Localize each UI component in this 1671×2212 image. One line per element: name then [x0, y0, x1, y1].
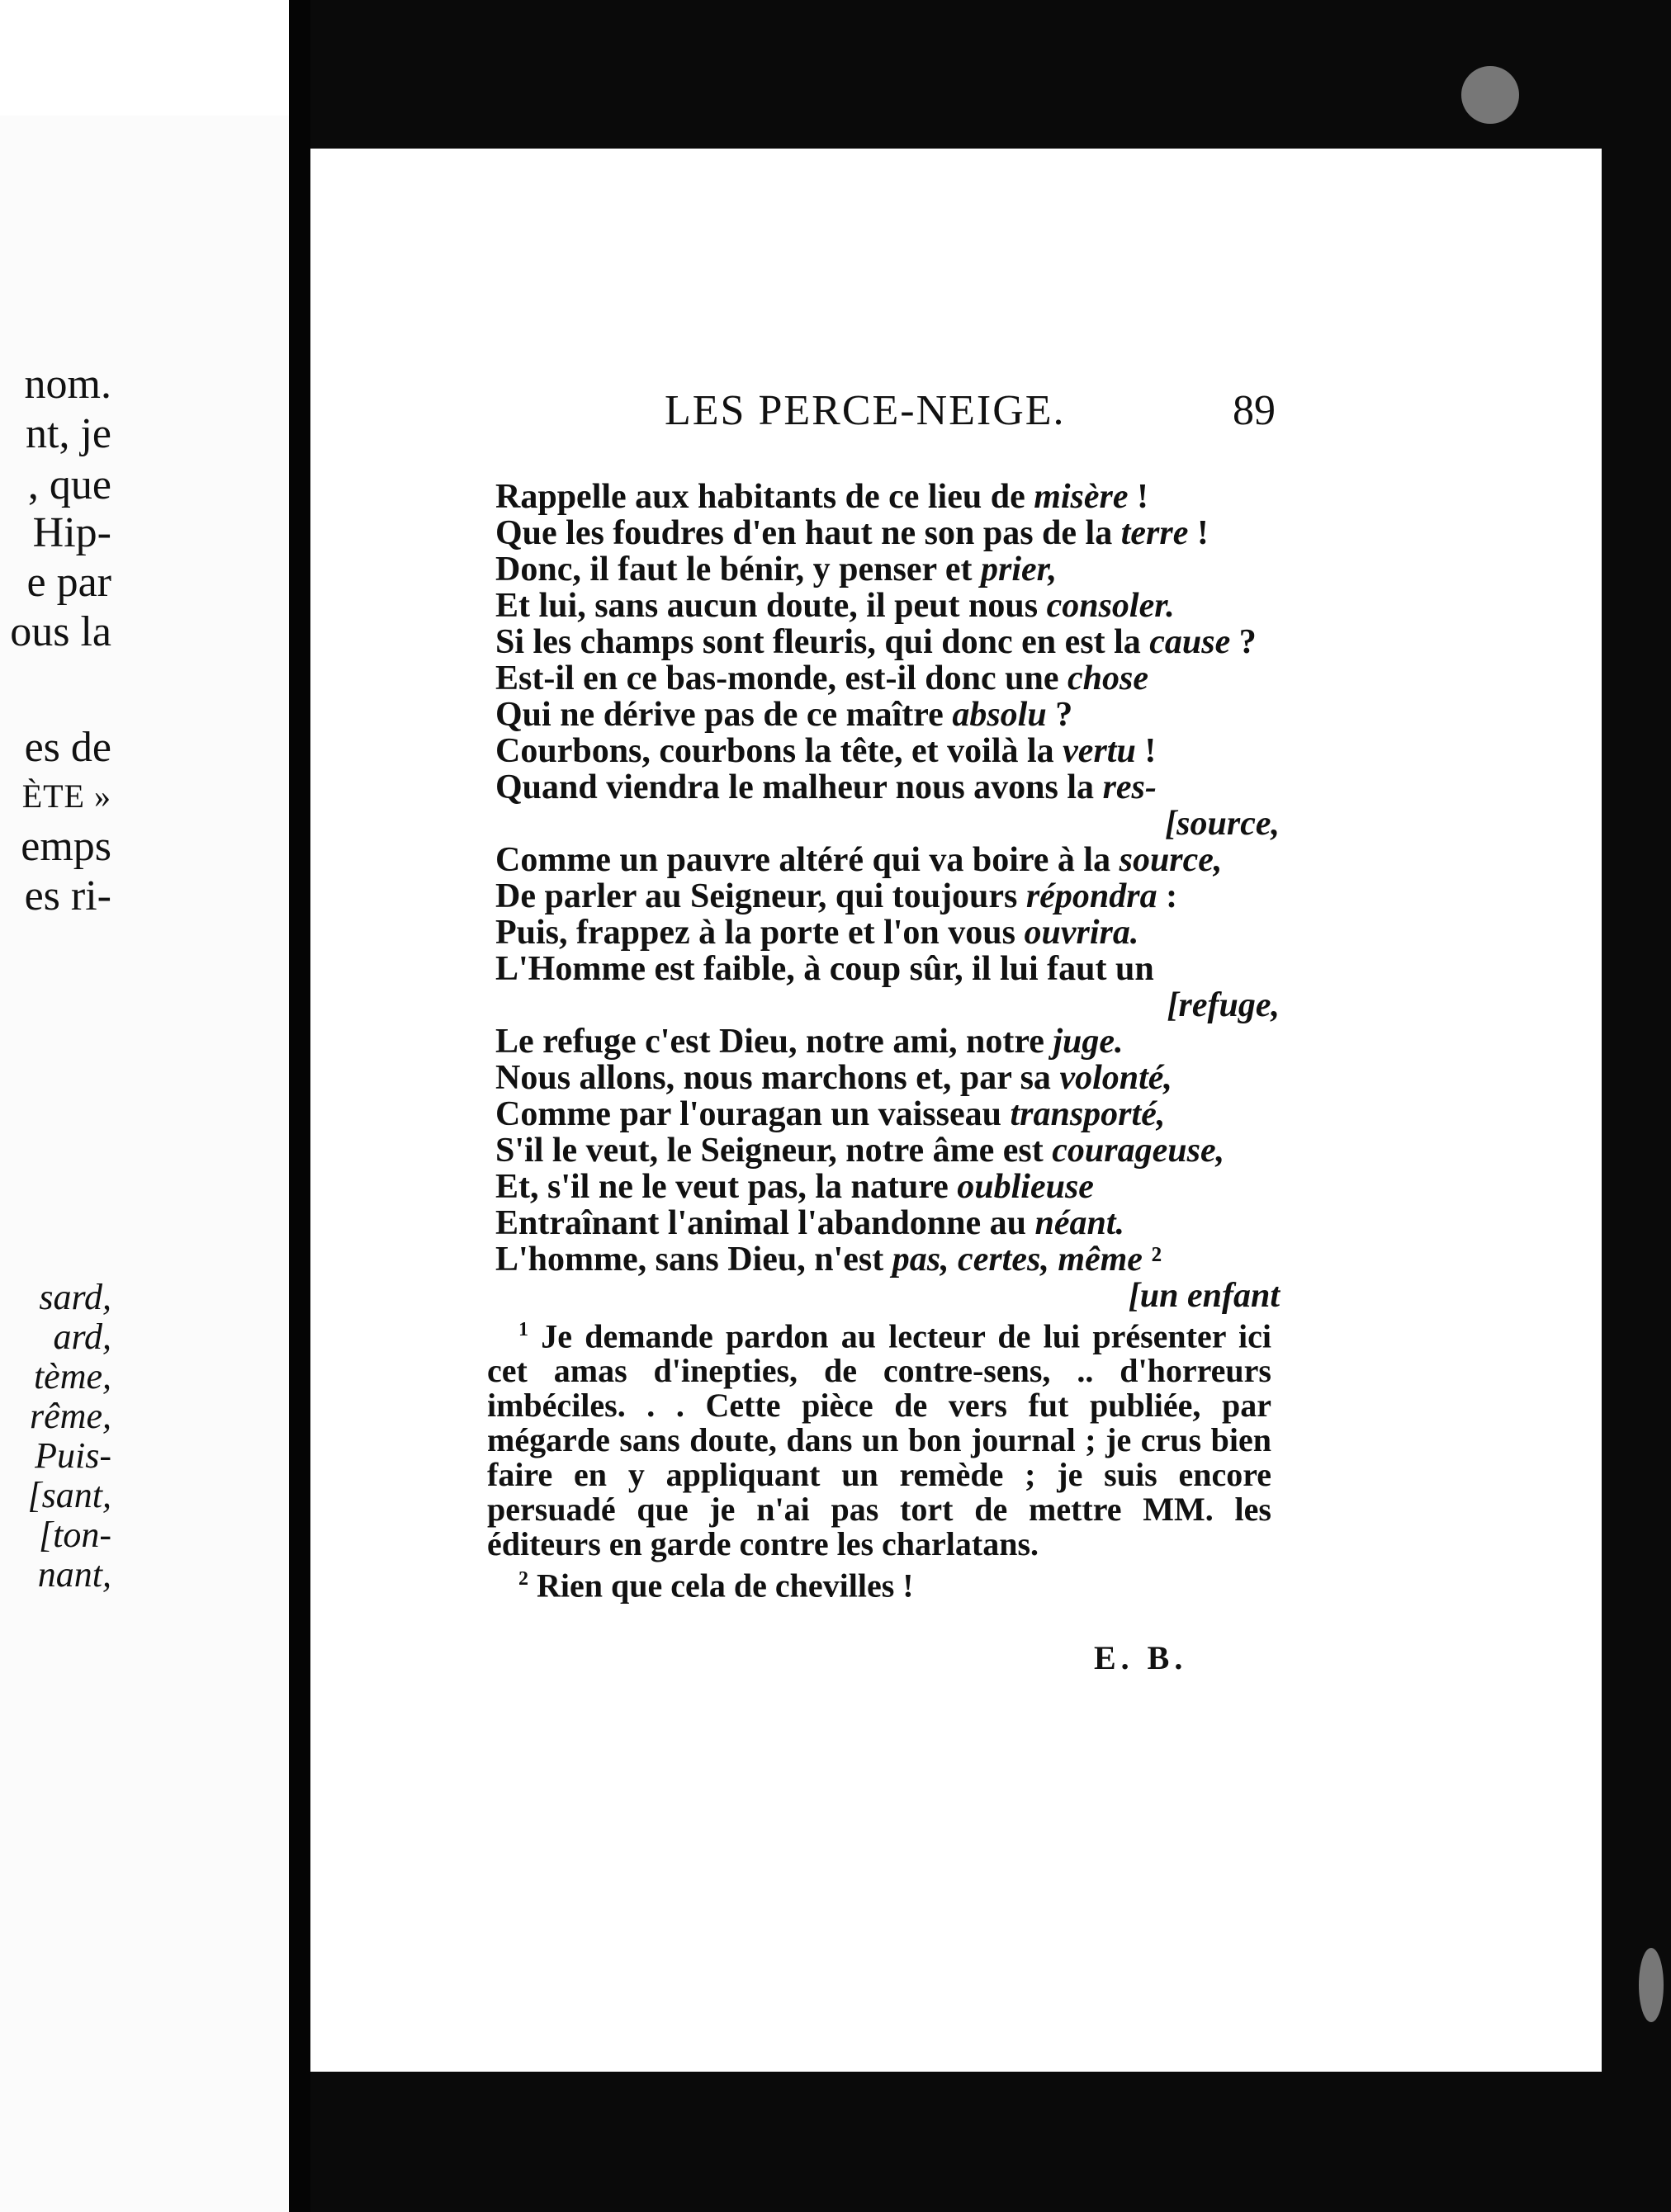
- poem-text: Nous allons, nous marchons et, par sa: [495, 1059, 1060, 1097]
- left-page-fragment: [sant,: [27, 1475, 111, 1515]
- left-page-fragment: , que: [27, 461, 111, 508]
- poem-line: [495, 1241, 1288, 1278]
- poem: [495, 479, 1288, 1314]
- poem-emphasis: répondra: [1025, 877, 1157, 915]
- poem-punct: ²: [1142, 1241, 1162, 1279]
- page-number: 89: [1233, 387, 1276, 434]
- poem-emphasis: juge.: [1053, 1023, 1124, 1061]
- poem-punct: !: [1135, 732, 1157, 770]
- poem-text: Comme par l'ouragan un vaisseau: [495, 1095, 1011, 1133]
- scan-backdrop-bottom: [297, 2072, 1671, 2212]
- footnote: [487, 1562, 1271, 1603]
- poem-line: [un enfant: [1128, 1277, 1280, 1315]
- poem-text: Et lui, sans aucun doute, il peut nous: [495, 587, 1047, 625]
- poem-line: [495, 588, 1288, 624]
- poem-line: [495, 733, 1288, 769]
- poem-text: Le refuge c'est Dieu, notre ami, notre: [495, 1023, 1053, 1061]
- poem-line: [495, 515, 1288, 551]
- poem-emphasis: cause: [1149, 623, 1231, 661]
- left-page-fragment: nt, je: [26, 410, 111, 457]
- poem-text: De parler au Seigneur, qui toujours: [495, 877, 1026, 915]
- poem-text: Comme un pauvre altéré qui va boire à la: [495, 841, 1120, 879]
- poem-emphasis: courageuse,: [1052, 1132, 1225, 1170]
- signature: E. B.: [1094, 1639, 1188, 1676]
- poem-emphasis: pas, certes, même: [892, 1241, 1143, 1279]
- poem-emphasis: vertu: [1063, 732, 1136, 770]
- poem-emphasis: transporté,: [1010, 1095, 1166, 1133]
- poem-emphasis: source,: [1119, 841, 1223, 879]
- running-title: LES PERCE-NEIGE.: [665, 387, 1066, 434]
- poem-text: Courbons, courbons la tête, et voilà la: [495, 732, 1063, 770]
- poem-text: Qui ne dérive pas de ce maître: [495, 696, 953, 734]
- scan-blot: [1639, 1948, 1664, 2022]
- poem-punct: !: [1188, 514, 1209, 552]
- scan-backdrop-right: [1602, 0, 1671, 2212]
- scan-blot: [1461, 66, 1519, 124]
- poem-line: [495, 878, 1288, 915]
- poem-line: [495, 842, 1288, 878]
- poem-text: Donc, il faut le bénir, y penser et: [495, 551, 981, 588]
- left-page-fragment: ous la: [10, 608, 111, 655]
- left-page-fragment: nant,: [37, 1554, 111, 1595]
- poem-line: [refuge,: [1167, 986, 1280, 1024]
- poem-text: Est-il en ce bas-monde, est-il donc une: [495, 659, 1067, 697]
- poem-line: [495, 1023, 1288, 1060]
- left-page: [0, 116, 301, 2212]
- poem-text: L'homme, sans Dieu, n'est: [495, 1241, 892, 1279]
- poem-line: [495, 479, 1288, 515]
- poem-line: [495, 660, 1288, 697]
- poem-emphasis: absolu: [952, 696, 1047, 734]
- poem-text: Et, s'il ne le veut pas, la nature: [495, 1168, 958, 1206]
- poem-punct: !: [1128, 478, 1149, 516]
- left-page-fragment: [ton-: [39, 1515, 111, 1555]
- poem-line: [495, 1132, 1288, 1169]
- poem-line: [495, 1060, 1288, 1096]
- poem-text: Rappelle aux habitants de ce lieu de: [495, 478, 1034, 516]
- poem-line: [source,: [1165, 805, 1280, 843]
- left-page-fragment: rême,: [30, 1396, 111, 1436]
- poem-text: Entraînant l'animal l'abandonne au: [495, 1204, 1035, 1242]
- poem-emphasis: chose: [1067, 659, 1148, 697]
- poem-text: S'il le veut, le Seigneur, notre âme est: [495, 1132, 1053, 1170]
- book-gutter: [289, 0, 310, 2212]
- left-page-fragment: Hip-: [32, 509, 111, 556]
- left-page-fragment: sard,: [39, 1277, 111, 1317]
- poem-emphasis: terre: [1120, 514, 1189, 552]
- poem-emphasis: ouvrira.: [1024, 914, 1139, 952]
- poem-emphasis: néant.: [1034, 1204, 1125, 1242]
- left-page-fragment: ÈTE »: [21, 778, 111, 815]
- poem-emphasis: prier,: [980, 551, 1058, 588]
- left-page-fragment: emps: [21, 823, 111, 870]
- left-page-fragment: es ri-: [24, 872, 111, 919]
- left-page-fragment: tème,: [33, 1356, 111, 1397]
- left-page-fragment: ard,: [53, 1316, 111, 1357]
- poem-line: [495, 551, 1288, 588]
- poem-line: [495, 697, 1288, 733]
- footnote-mark: 2: [518, 1568, 528, 1590]
- poem-emphasis: volonté,: [1059, 1059, 1172, 1097]
- footnote-text: Je demande pardon au lecteur de lui présenter ici cet amas d'inepties, de contre-sens, .. d'horreurs imbéciles. . . Cette pièce de vers fut publiée, par mégarde sans doute, dans un bon journal ; je crus bien faire en y appliquant un remède ; je suis encore persuadé que je n'ai pas tort de mettre MM. les éditeurs en garde contre les charlatans.: [487, 1317, 1271, 1563]
- page-header: [665, 386, 1276, 436]
- poem-text: Quand viendra le malheur nous avons la: [495, 768, 1103, 806]
- footnote-mark: 1: [518, 1319, 528, 1340]
- poem-punct: :: [1157, 877, 1178, 915]
- poem-line: [495, 1205, 1288, 1241]
- poem-punct: ?: [1046, 696, 1073, 734]
- poem-emphasis: consoler.: [1046, 587, 1175, 625]
- poem-text: Puis, frappez à la porte et l'on vous: [495, 914, 1025, 952]
- poem-emphasis: oublieuse: [957, 1168, 1094, 1206]
- poem-line: [495, 624, 1288, 660]
- poem-line: [495, 915, 1288, 951]
- poem-line: [495, 769, 1288, 806]
- footnote-text: Rien que cela de chevilles !: [528, 1567, 914, 1605]
- poem-text: Que les foudres d'en haut ne son pas de la: [495, 514, 1121, 552]
- poem-emphasis: misère: [1034, 478, 1129, 516]
- poem-line: [495, 951, 1288, 987]
- footnotes: [487, 1312, 1271, 1604]
- footnote: [487, 1312, 1271, 1562]
- left-page-fragment: e par: [26, 559, 111, 606]
- poem-text: L'Homme est faible, à coup sûr, il lui faut un: [495, 950, 1154, 988]
- poem-line: [495, 1169, 1288, 1205]
- poem-punct: ?: [1230, 623, 1257, 661]
- left-page-fragment: nom.: [24, 361, 111, 408]
- poem-text: Si les champs sont fleuris, qui donc en est la: [495, 623, 1150, 661]
- scan-backdrop-top: [297, 0, 1671, 149]
- poem-emphasis: res-: [1102, 768, 1157, 806]
- poem-line: [495, 1096, 1288, 1132]
- left-page-fragment: Puis-: [35, 1435, 111, 1476]
- left-page-fragment: es de: [24, 724, 111, 771]
